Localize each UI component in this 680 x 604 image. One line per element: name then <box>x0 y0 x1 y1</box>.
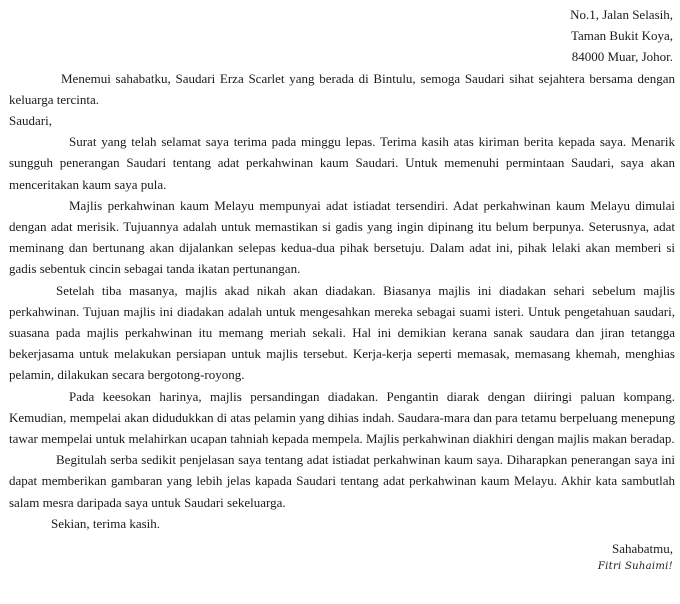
body-paragraph: Begitulah serba sedikit penjelasan saya tentang adat istiadat perkahwinan kaum saya. Diharapkan penerangan saya ini dapat memberikan gambaran yang lebih jelas kapada Saudari tentang adat perkahwinan kaum Melayu. Akhir kata sambutlah salam mesra daripada saya untuk Saudari sekeluarga. <box>9 452 675 510</box>
address-line: No.1, Jalan Selasih, <box>570 7 673 22</box>
letter-page <box>9 4 675 575</box>
address-line: 84000 Muar, Johor. <box>571 49 673 65</box>
letter-signoff: Sahabatmu, <box>611 541 673 557</box>
sender-address <box>9 4 675 68</box>
letter-closing: Sekian, terima kasih. <box>51 515 161 531</box>
body-paragraph: Setelah tiba masanya, majlis akad nikah akan diadakan. Biasanya majlis ini diadakan sehari sebelum majlis perkahwinan. Tujuan majlis ini diadakan adalah untuk mengesahkan mereka sebagai suami isteri. Untuk pengetahuan saudari, suasana pada majlis perkahwinan itu memang meriah sekali. Hal ini demikian kerana sanak saudara dan jiran tetangga bekerjasama untuk melakukan persiapan untuk majlis tersebut. Kerja-kerja seperti memasak, memasang khemah, menghias pelamin, dilakukan secara bergotong-royong. <box>9 282 675 383</box>
body-paragraph: Majlis perkahwinan kaum Melayu mempunyai adat istiadat tersendiri. Adat perkahwinan kaum Melayu dimulai dengan adat merisik. Tujuannya adalah untuk memastikan si gadis yang ingin dipinang itu belum berpunya. Seterusnya, adat meminang dan bertunang akan dijalankan selepas kedua-dua pihak bersetuju. Dalam adat ini, pihak lelaki akan memberi si gadis sebentuk cincin sebagai tanda ikatan pertunangan. <box>9 197 675 277</box>
letter-salutation: Saudari, <box>9 113 52 129</box>
letter-greeting: Menemui sahabatku, Saudari Erza Scarlet yang berada di Bintulu, semoga Saudari sihat sejahtera bersama dengan keluarga tercinta. <box>9 70 675 107</box>
handwritten-signature: Fitri Suhaimi! <box>597 561 673 573</box>
body-paragraph: Pada keesokan harinya, majlis persandingan diadakan. Pengantin diarak dengan diiringi paluan kompang. Kemudian, mempelai akan didudukkan di atas pelamin yang dihias indah. Saudara-mara dan para tetamu berpeluang menepung tawar mempelai untuk melahirkan ucapan tahniah kepada mempela. Majlis perkahwinan diakhiri dengan majlis makan beradap. <box>9 388 675 447</box>
body-paragraph: Surat yang telah selamat saya terima pada minggu lepas. Terima kasih atas kiriman berita kepada saya. Menarik sungguh penerangan Saudari tentang adat perkahwinan kaum Saudari. Untuk memenuhi permintaan Saudari, saya akan menceritakan kaum saya pula. <box>9 134 675 192</box>
address-line: Taman Bukit Koya, <box>571 28 673 44</box>
